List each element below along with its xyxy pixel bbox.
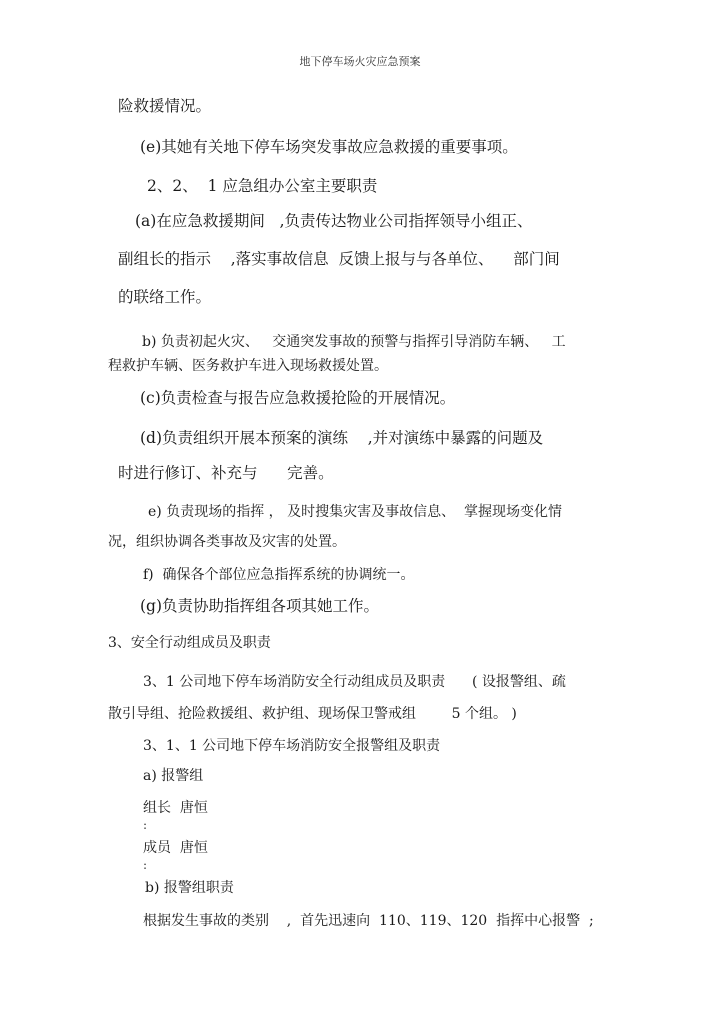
list-label: a) 报警组 xyxy=(143,768,204,784)
text-line: (d)负责组织开展本预案的演练 ,并对演练中暴露的问题及 xyxy=(140,429,544,447)
text-line: 散引导组、抢险救援组、救护组、现场保卫警戒组 5 个组。 ) xyxy=(108,706,517,722)
section-heading: 3、安全行动组成员及职责 xyxy=(108,635,271,651)
text-line: 险救援情况。 xyxy=(118,97,212,115)
text-line: (a)在应急救援期间 ,负责传达物业公司指挥领导小组正、 xyxy=(135,212,533,230)
colon-mark: : xyxy=(143,818,148,832)
team-member-row: 成员 唐恒 xyxy=(143,840,208,856)
text-line: (g)负责协助指挥组各项其她工作。 xyxy=(140,597,380,615)
text-line: (e)其她有关地下停车场突发事故应急救援的重要事项。 xyxy=(140,138,518,156)
colon-mark: : xyxy=(143,858,148,872)
text-line: f) 确保各个部位应急指挥系统的协调统一。 xyxy=(143,567,415,583)
page-header: 地下停车场火灾应急预案 xyxy=(299,55,421,68)
section-heading: 2、2、 1 应急组办公室主要职责 xyxy=(147,177,378,195)
team-leader-row: 组长 唐恒 xyxy=(143,800,208,816)
text-line: 况，组织协调各类事故及灾害的处置。 xyxy=(108,534,346,550)
text-line: 副组长的指示 ,落实事故信息 反馈上报与与各单位、 部门间 xyxy=(118,250,560,268)
text-line: 3、1 公司地下停车场消防安全行动组成员及职责 ( 设报警组、疏 xyxy=(143,674,566,690)
list-label: b) 报警组职责 xyxy=(145,880,234,896)
text-line: 的联络工作。 xyxy=(118,288,212,306)
text-line: 程救护车辆、医务救护车进入现场救援处置。 xyxy=(108,358,388,374)
text-line: 根据发生事故的类别 , 首先迅速向 110、119、120 指挥中心报警 ; xyxy=(143,913,594,929)
text-line: e) 负责现场的指挥 ， 及时搜集灾害及事故信息、 掌握现场变化情 xyxy=(148,504,562,520)
text-line: b) 负责初起火灾、 交通突发事故的预警与指挥引导消防车辆、 工 xyxy=(142,334,566,350)
subsection-heading: 3、1、1 公司地下停车场消防安全报警组及职责 xyxy=(143,738,441,754)
text-line: (c)负责检查与报告应急救援抢险的开展情况。 xyxy=(140,389,456,407)
text-line: 时进行修订、补充与 完善。 xyxy=(118,464,334,482)
